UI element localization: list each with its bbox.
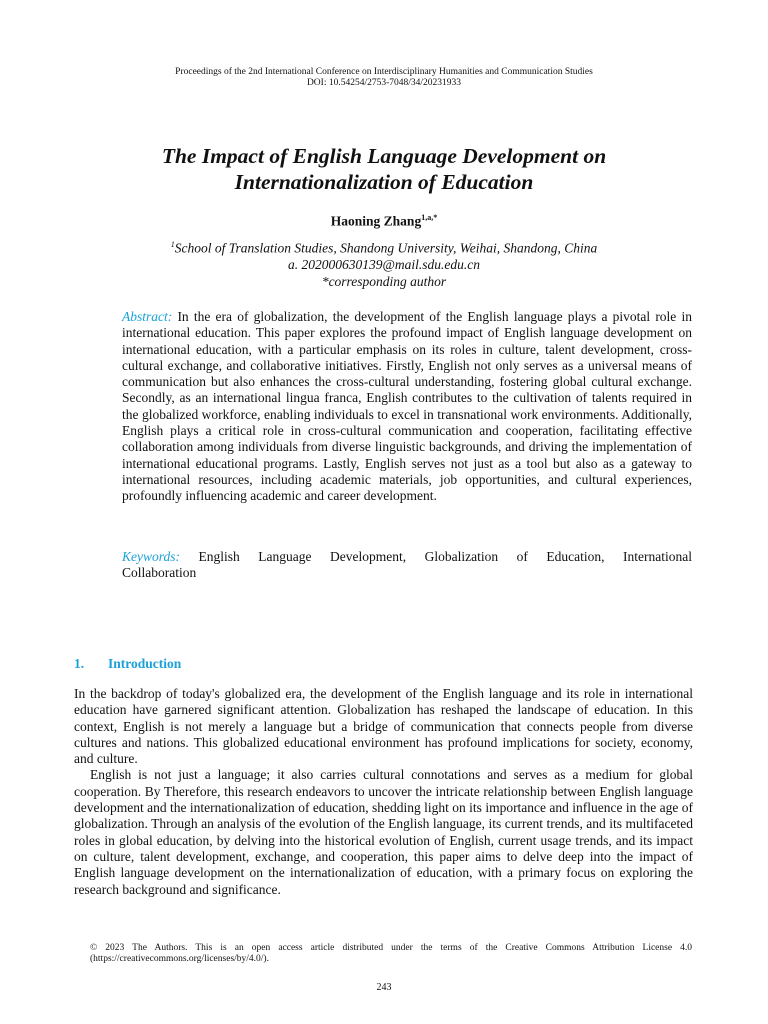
abstract-text: In the era of globalization, the development of the English language plays a pivotal role in international education. This paper explores the profound impact of English language development on international education, with a particular emphasis on its roles in culture, talent development, cross-cultural exchange, and collaborative initiatives. Firstly, English not only serves as a universal means of communication but also enhances the cross-cultural understanding, fostering global cultural exchange. Secondly, as an international lingua franca, English contributes to the cultivation of talents required in the globalized workforce, enabling individuals to excel in transnational work environments. Additionally, English plays a critical role in cross-cultural communication and cooperation, facilitating effective collaboration among individuals from diverse linguistic backgrounds, and driving the implementation of international educational programs. Lastly, English serves not just as a tool but also as a gateway to international resources, including academic materials, job opportunities, and cultural experiences, profoundly influencing academic and career development. xyxy=(122,309,692,504)
running-header xyxy=(0,67,768,89)
license-footnote: © 2023 The Authors. This is an open access article distributed under the terms of the Creative Commons Attribution License 4.0 (https://creativecommons.org/licenses/by/4.0/). xyxy=(90,943,692,964)
doi-line: DOI: 10.54254/2753-7048/34/20231933 xyxy=(306,78,462,88)
keywords-text: English Language Development, Globalization of Education, International Collaboration xyxy=(122,549,692,581)
affiliation-superscript: 1 xyxy=(170,240,175,249)
abstract-label: Abstract: xyxy=(122,309,173,324)
email-line: a. 202000630139@mail.sdu.edu.cn xyxy=(287,257,481,272)
institution-line xyxy=(0,237,768,257)
proceedings-line: Proceedings of the 2nd International Conference on Interdisciplinary Humanities and Communication Studies xyxy=(175,67,593,77)
abstract xyxy=(122,309,692,505)
institution-text: School of Translation Studies, Shandong University, Weihai, Shandong, China xyxy=(174,240,598,256)
section-heading-introduction xyxy=(74,656,181,672)
page-number: 243 xyxy=(376,982,392,993)
paper-title xyxy=(60,143,708,195)
author-name: Haoning Zhang xyxy=(330,213,422,229)
paragraph: In the backdrop of today's globalized era, the development of the English language and its role in international education have garnered significant attention. Globalization has reshaped the landscape of education. In this context, English is not merely a language but a bridge of communication that connects people from diverse cultures and nations. This globalized educational environment has profound implications for society, economy, and culture. xyxy=(74,686,693,767)
author-superscript: 1,a,* xyxy=(421,213,438,222)
paragraph: English is not just a language; it also carries cultural connotations and serves as a medium for global cooperation. By Therefore, this research endeavors to uncover the intricate relationship between English language development and the internationalization of education, shedding light on its importance and influence in the age of globalization. Through an analysis of the evolution of the English language, its current trends, and its multifaceted roles in global education, by delving into the historical evolution of English, current usage trends, and its impact on culture, talent development, exchange, and cooperation, this paper aims to delve deep into the impact of English language development on the internationalization of education, with a primary focus on exploring the research background and significance. xyxy=(74,767,693,897)
author-line xyxy=(0,213,768,230)
corresponding-author-note: *corresponding author xyxy=(321,273,447,289)
keywords xyxy=(122,549,692,582)
title-line-2: Internationalization of Education xyxy=(234,170,534,194)
section-number: 1. xyxy=(74,656,85,671)
section-title: Introduction xyxy=(108,656,182,671)
introduction-body xyxy=(74,686,693,898)
title-line-1: The Impact of English Language Development on xyxy=(161,144,607,168)
keywords-label: Keywords: xyxy=(122,549,180,564)
affiliation-block xyxy=(0,237,768,290)
